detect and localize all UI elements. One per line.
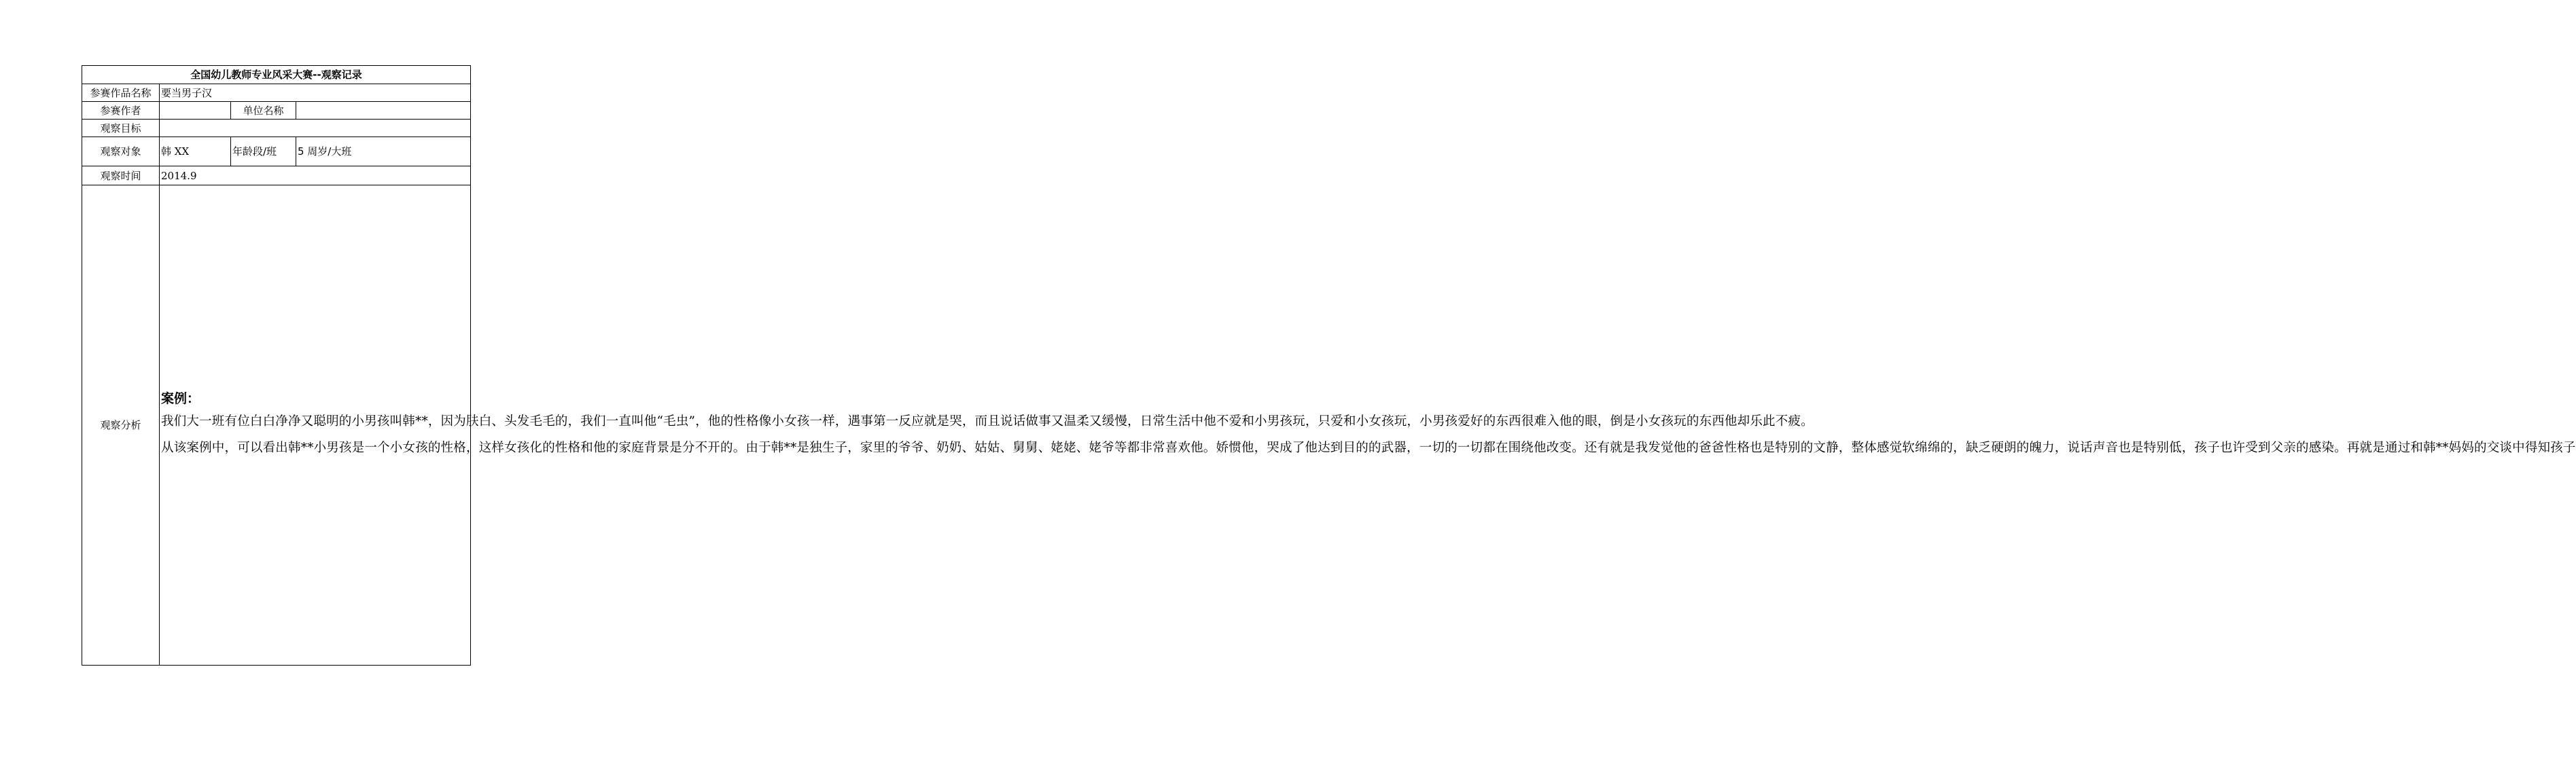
work-name-value: 要当男子汉 xyxy=(160,84,471,102)
time-value: 2014.9 xyxy=(160,166,471,185)
form-title: 全国幼儿教师专业风采大赛--观察记录 xyxy=(82,66,471,84)
observation-record-table xyxy=(82,65,2576,666)
analysis-row xyxy=(82,185,471,666)
time-label: 观察时间 xyxy=(82,166,160,185)
analysis-label: 观察分析 xyxy=(82,185,160,666)
title-row xyxy=(82,66,471,84)
time-row xyxy=(82,166,471,185)
goal-label: 观察目标 xyxy=(82,120,160,137)
goal-row xyxy=(82,120,471,137)
work-name-row xyxy=(82,84,471,102)
unit-name-value xyxy=(296,102,471,120)
analysis-content xyxy=(160,185,2576,666)
author-row xyxy=(82,102,471,120)
case-paragraph: 我们大一班有位白白净净又聪明的小男孩叫韩**，因为肤白、头发毛毛的，我们一直叫他“毛虫”，他的性格像小女孩一样，遇事第一反应就是哭，而且说话做事又温柔又缓慢，日常生活中他不爱和小男孩玩，只爱和小女孩玩，小男孩爱好的东西很难入他的眼，倒是小女孩玩的东西他却乐此不疲。 xyxy=(161,414,1814,429)
case-heading: 案例： xyxy=(161,391,200,407)
unit-name-label: 单位名称 xyxy=(231,102,296,120)
age-group-label: 年龄段/班 xyxy=(231,137,296,166)
subject-label: 观察对象 xyxy=(82,137,160,166)
subject-value: 韩 XX xyxy=(160,137,231,166)
work-name-label: 参赛作品名称 xyxy=(82,84,160,102)
goal-value xyxy=(160,120,471,137)
author-label: 参赛作者 xyxy=(82,102,160,120)
analysis-paragraph: 从该案例中，可以看出韩**小男孩是一个小女孩的性格，这样女孩化的性格和他的家庭背景是分不开的。由于韩**是独生子，家里的爷爷、奶奶、姑姑、舅舅、姥姥、姥爷等都非常喜欢他。娇惯他，哭成了他达到目的的武器，一切的一切都在围绕他改变。还有就是我发觉他的爸爸性格也是特别的文静，整体感觉软绵绵的，缺乏硬朗的魄力，说话声音也是特别低，孩子也许受到父亲的感染。再就是通过和韩**妈妈的交谈中得知孩子 xyxy=(161,441,2576,455)
age-group-value: 5 周岁/大班 xyxy=(296,137,471,166)
author-value xyxy=(160,102,231,120)
subject-row xyxy=(82,137,471,166)
